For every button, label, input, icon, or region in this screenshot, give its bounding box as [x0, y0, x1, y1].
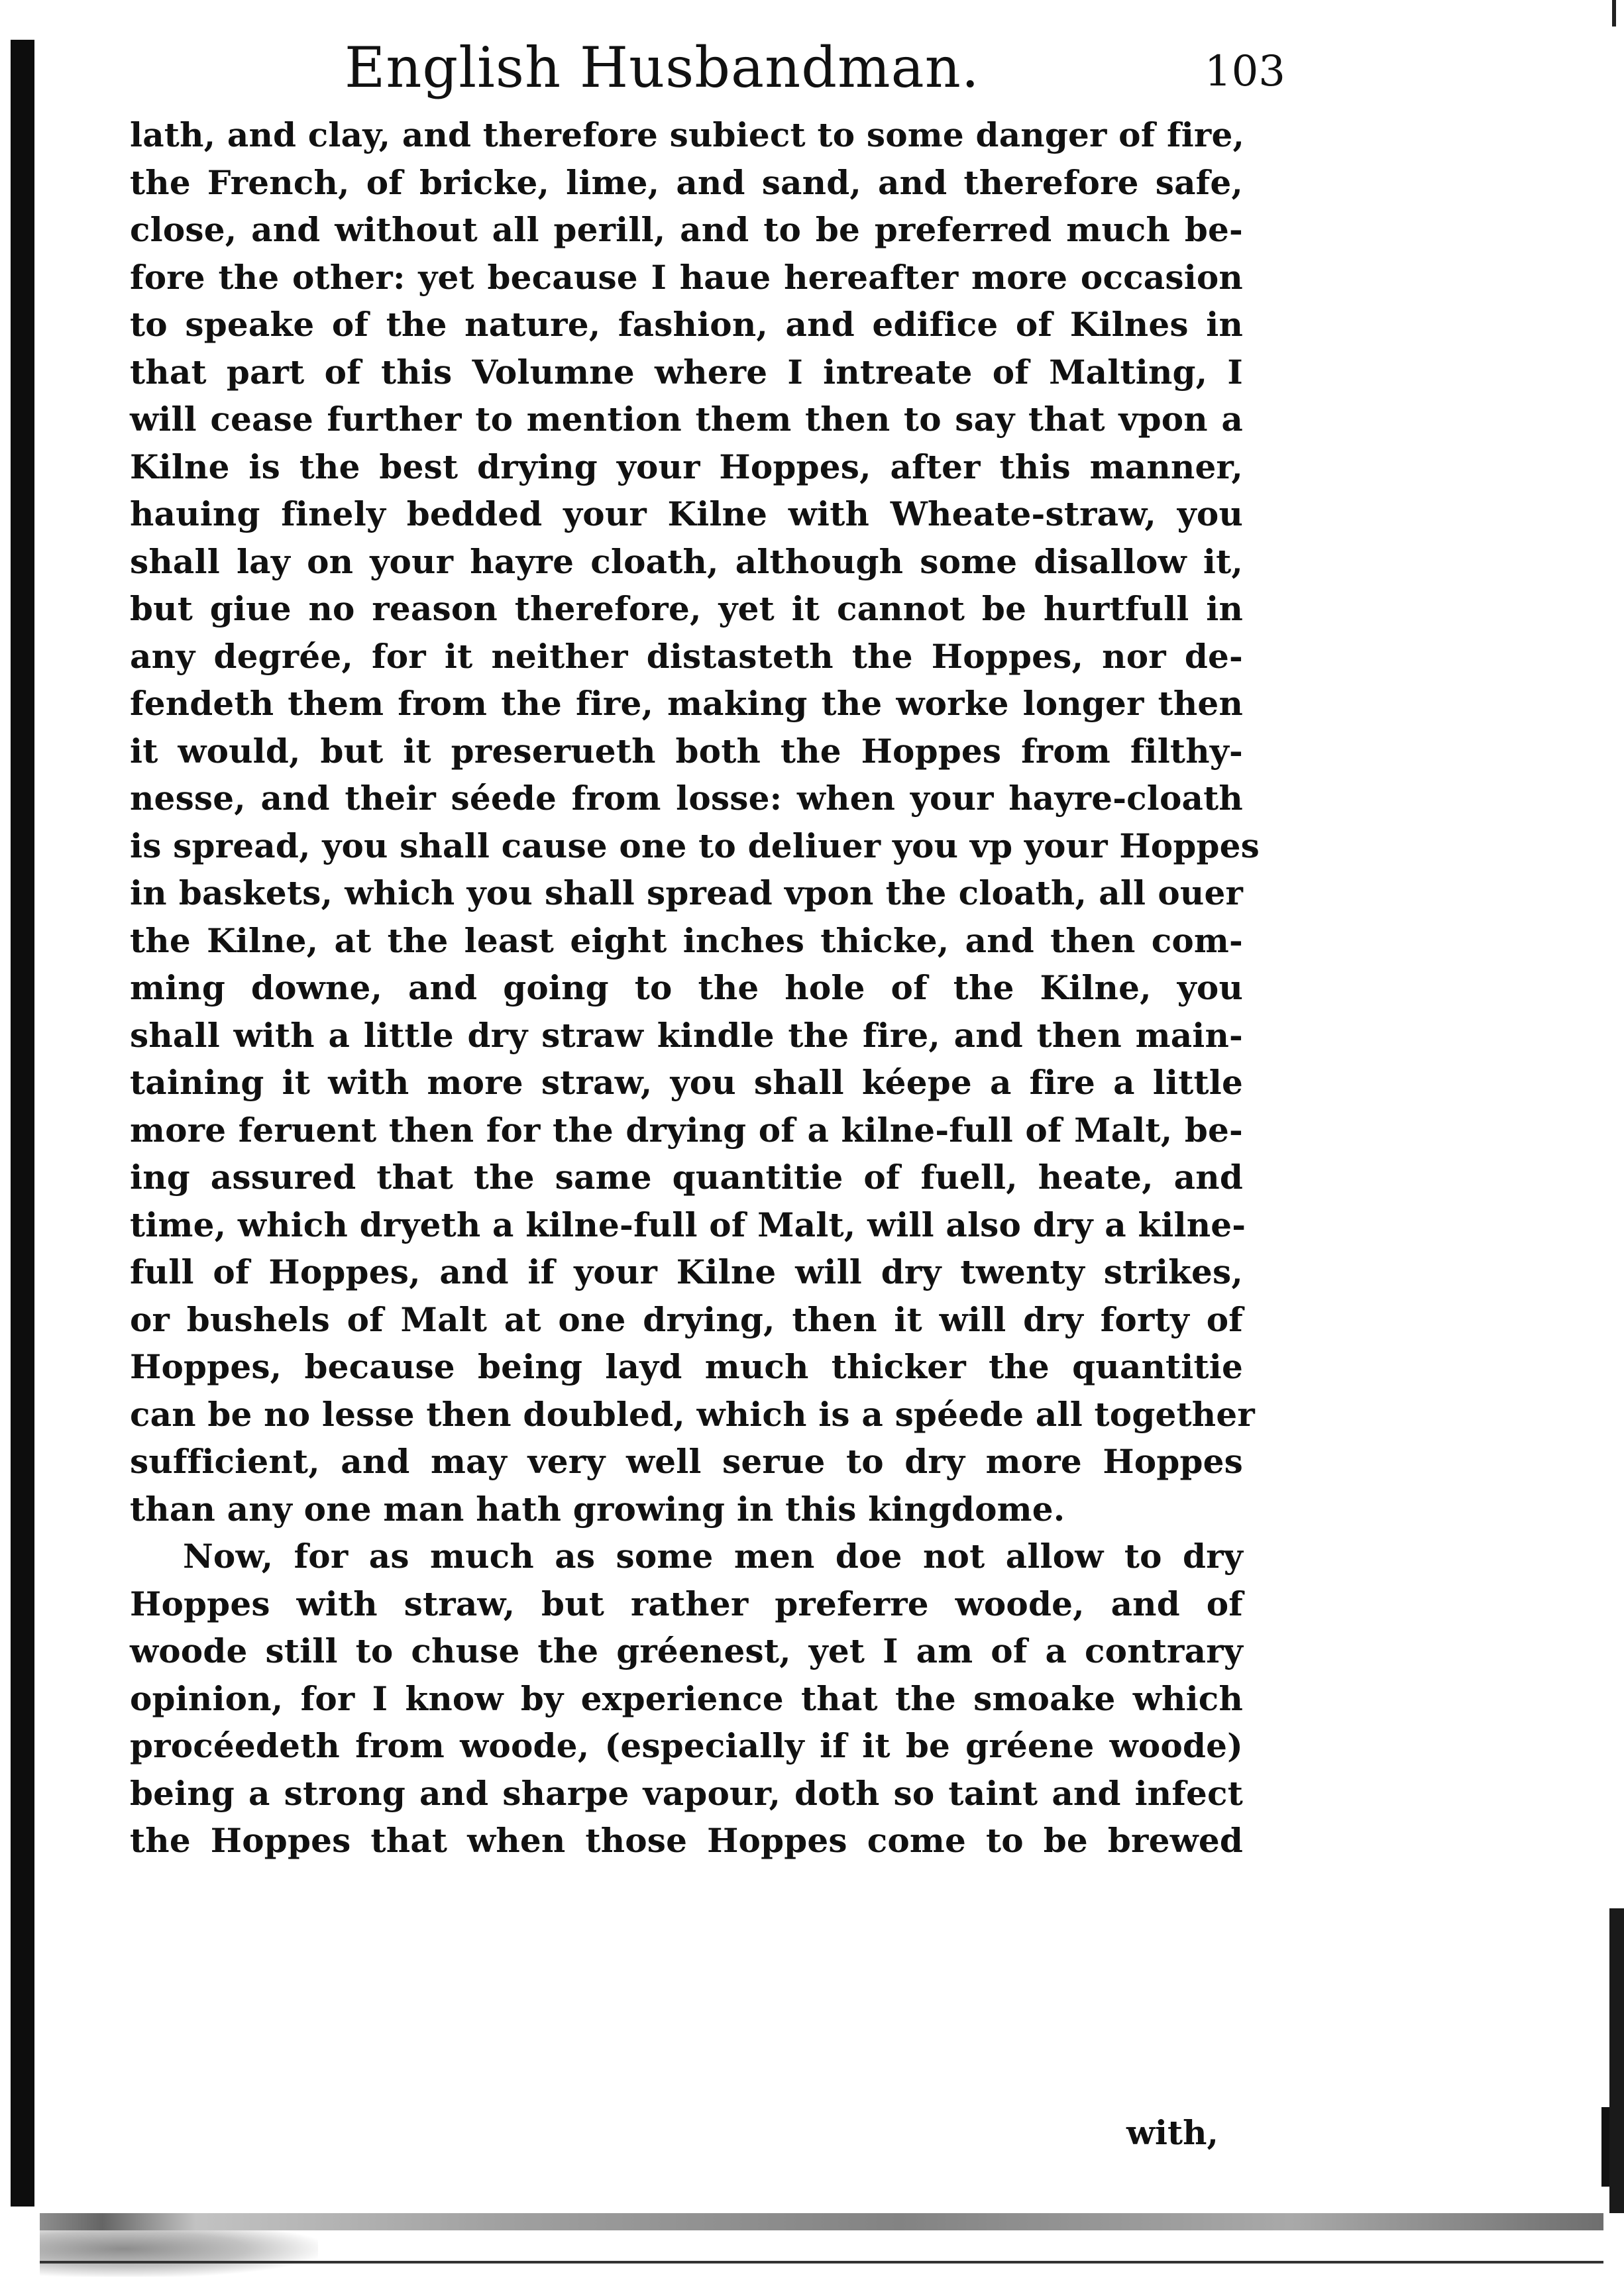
text-line: close, and without all perill, and to be preferred much be-: [130, 210, 1243, 249]
binding-shadow: [11, 40, 34, 2207]
text-line: woode still to chuse the gréenest, yet I am of a contrary: [130, 1631, 1243, 1670]
text-line: in baskets, which you shall spread vpon the cloath, all ouer: [130, 873, 1243, 912]
body-text: [130, 111, 1260, 1865]
text-line: Now, for as much as some men doe not allow to dry: [183, 1537, 1243, 1576]
text-line: being a strong and sharpe vapour, doth so taint and infect: [130, 1773, 1243, 1813]
text-line: fendeth them from the fire, making the worke longer then: [130, 684, 1243, 723]
text-line: but giue no reason therefore, yet it cannot be hurtfull in: [130, 589, 1243, 628]
text-line: Hoppes with straw, but rather preferre woode, and of: [130, 1584, 1243, 1623]
text-line: taining it with more straw, you shall kéepe a fire a little: [130, 1063, 1243, 1102]
page-bottom-edge: [40, 2261, 1603, 2263]
text-line: hauing finely bedded your Kilne with Wheate-straw, you: [130, 494, 1243, 533]
text-line: shall with a little dry straw kindle the fire, and then main-: [130, 1015, 1243, 1055]
text-line: lath, and clay, and therefore subiect to some danger of fire,: [130, 115, 1245, 154]
text-line: can be no lesse then doubled, which is a spéede all together: [130, 1394, 1255, 1434]
text-line: full of Hoppes, and if your Kilne will dry twenty strikes,: [130, 1252, 1243, 1291]
text-line: the Kilne, at the least eight inches thicke, and then com-: [130, 920, 1243, 960]
text-line: ming downe, and going to the hole of the Kilne, you: [130, 968, 1243, 1007]
text-line: ing assured that the same quantitie of fuell, heate, and: [130, 1158, 1243, 1197]
text-line: Hoppes, because being layd much thicker the quantitie: [130, 1347, 1243, 1386]
running-title: English Husbandman.: [345, 35, 980, 100]
page-edge-notch: [1601, 2107, 1609, 2187]
page-number: 103: [1204, 47, 1285, 96]
page-edge-shadow: [1609, 1908, 1624, 2213]
text-line: fore the other: yet because I haue hereafter more occasion: [130, 257, 1243, 297]
text-line: shall lay on your hayre cloath, although some disallow it,: [130, 541, 1243, 581]
text-line: will cease further to mention them then to say that vpon a: [130, 400, 1243, 439]
page-bottom-smudge: [40, 2213, 1603, 2230]
page-edge-mark: [1612, 0, 1616, 27]
text-line: than any one man hath growing in this kingdome.: [130, 1489, 1065, 1529]
text-line: nesse, and their séede from losse: when your hayre-cloath: [130, 779, 1243, 818]
text-line: time, which dryeth a kilne-full of Malt, will also dry a kilne-: [130, 1205, 1246, 1244]
page-corner-smudge: [40, 2230, 318, 2277]
text-line: it would, but it preserueth both the Hoppes from filthy-: [130, 731, 1243, 771]
text-line: Kilne is the best drying your Hoppes, after this manner,: [130, 447, 1243, 486]
text-line: sufficient, and may very well serue to dry more Hoppes: [130, 1442, 1243, 1481]
text-line: opinion, for I know by experience that the smoake which: [130, 1678, 1243, 1718]
catchword: with,: [1126, 2113, 1218, 2152]
text-line: any degrée, for it neither distasteth the Hoppes, nor de-: [130, 636, 1243, 676]
text-line: is spread, you shall cause one to deliuer you vp your Hoppes: [130, 826, 1260, 865]
page-header: [345, 28, 1285, 114]
text-line: that part of this Volumne where I intreate of Malting, I: [130, 352, 1243, 392]
text-line: procéedeth from woode, (especially if it be gréene woode): [130, 1726, 1243, 1765]
text-line: more feruent then for the drying of a kilne-full of Malt, be-: [130, 1110, 1243, 1150]
text-line: the Hoppes that when those Hoppes come to be brewed: [130, 1821, 1243, 1860]
text-line: or bushels of Malt at one drying, then it will dry forty of: [130, 1299, 1243, 1339]
text-line: the French, of bricke, lime, and sand, and therefore safe,: [130, 162, 1243, 202]
text-line: to speake of the nature, fashion, and edifice of Kilnes in: [130, 305, 1243, 344]
